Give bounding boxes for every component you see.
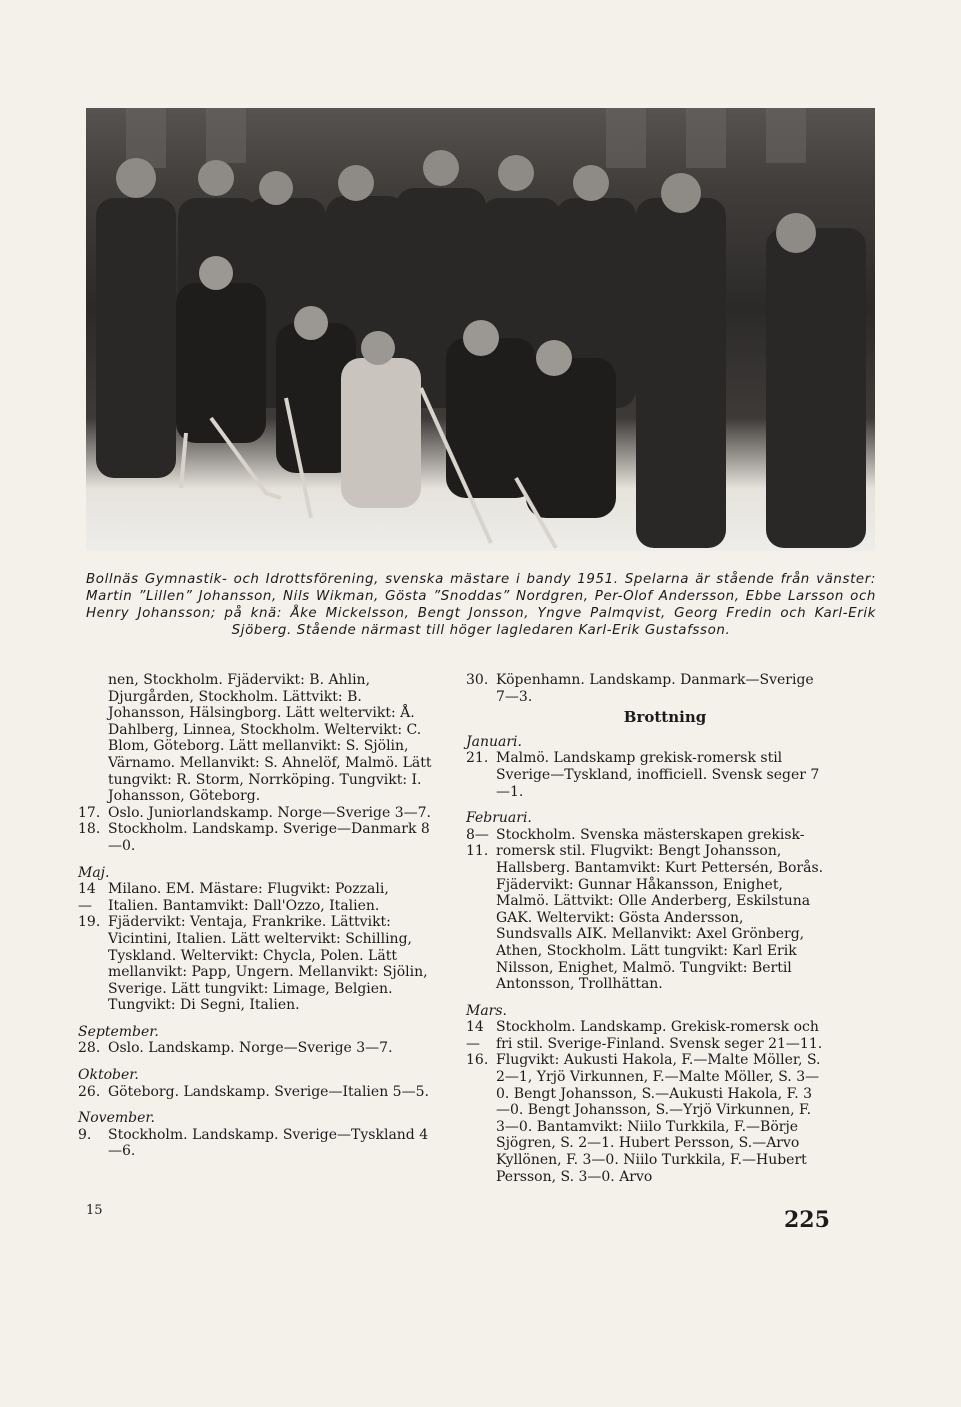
photo-caption: Bollnäs Gymnastik- och Idrottsförening, svenska mästare i bandy 1951. Spelarna är stående från vänster: Martin ”Lillen” Johansson, Nils Wikman, Gösta ”Snoddas” Nordgren, Per-Olof Andersson, Ebbe Larsson och Henry Johansson; på knä: Åke Mickelsson, Bengt Jonsson, Yngve Palmqvist, Georg Fredin och Karl-Erik Sjöberg. Stående närmast till höger lagledaren Karl-Erik Gustafsson. <box>86 572 876 638</box>
entry-text: Stockholm. Landskamp. Sverige—Danmark 8—0. <box>108 821 430 854</box>
team-photo-drawing <box>86 108 875 551</box>
left-column <box>78 672 440 1160</box>
sheet-number: 15 <box>86 1203 103 1218</box>
month-label: Februari. <box>466 810 532 827</box>
entry-text: Köpenhamn. Landskamp. Danmark—Sverige 7—3. <box>496 672 814 705</box>
entry-date: 30. <box>466 672 489 688</box>
results-entry <box>78 805 440 822</box>
results-entry <box>466 750 824 800</box>
month-label: November. <box>78 1110 155 1127</box>
entry-date: 26. <box>78 1083 101 1100</box>
entry-text: Stockholm. Landskamp. Grekisk-romersk och fri stil. Sverige-Finland. Svensk seger 21—11. Flugvikt: Aukusti Hakola, F.—Malte Möller, S. 2—1, Yrjö Virkunnen, F.—Malte Möller, S. 3—0. Bengt Johansson, S.—Aukusti Hakola, F. 3—0. Bengt Johansson, S.—Yrjö Virkunnen, F. 3—0. Bantamvikt: Niilo Turkkila, F.—Börje Sjögren, S. 2—1. Hubert Persson, S.—Arvo Kyllönen, F. 3—0. Niilo Turkkila, F.—Hubert Persson, S. 3—0. Arvo <box>496 1019 823 1185</box>
results-entry <box>78 1040 440 1057</box>
entry-date: 28. <box>78 1040 101 1057</box>
entry-text: Oslo. Landskamp. Norge—Sverige 3—7. <box>108 1040 393 1057</box>
results-entry <box>78 1084 440 1101</box>
month-label: Maj. <box>78 864 110 881</box>
results-entry <box>466 1019 824 1185</box>
month-label: Oktober. <box>78 1067 139 1084</box>
month-label: Januari. <box>466 733 522 750</box>
section-heading: Brottning <box>623 708 707 727</box>
entry-text: Malmö. Landskamp grekisk-romersk stil Sverige—Tyskland, inofficiell. Svensk seger 7—1. <box>496 750 820 800</box>
results-entry <box>78 1127 440 1160</box>
page-number: 225 <box>784 1207 830 1233</box>
right-column <box>466 672 824 1185</box>
entry-text: Stockholm. Landskamp. Sverige—Tyskland 4—6. <box>108 1126 429 1160</box>
entry-date: 14—16. <box>466 1019 489 1069</box>
entry-date: 14—19. <box>78 881 101 931</box>
results-entry <box>466 672 824 705</box>
continued-text: nen, Stockholm. Fjädervikt: B. Ahlin, Djurgården, Stockholm. Lättvikt: B. Johansson, Hälsingborg. Lätt weltervikt: Å. Dahlberg, Linnea, Stockholm. Weltervikt: C. Blom, Göteborg. Lätt mellanvikt: S. Sjölin, Värnamo. Mellanvikt: S. Ahnelöf, Malmö. Lätt tungvikt: R. Storm, Norrköping. Tungvikt: I. Johansson, Göteborg. <box>108 672 432 805</box>
entry-text: Milano. EM. Mästare: Flugvikt: Pozzali, Italien. Bantamvikt: Dall'Ozzo, Italien. Fjädervikt: Ventaja, Frankrike. Lättvikt: Vicintini, Italien. Lätt weltervikt: Schilling, Tyskland. Weltervikt: Chycla, Polen. Lätt mellanvikt: Papp, Ungern. Mellanvikt: Sjölin, Sverige. Lätt tungvikt: Limage, Belgien. Tungvikt: Di Segni, Italien. <box>108 881 428 1014</box>
entry-date: 9. <box>78 1126 92 1143</box>
entry-date: 18. <box>78 821 101 838</box>
entry-text: Oslo. Juniorlandskamp. Norge—Sverige 3—7. <box>108 804 431 821</box>
entry-date: 17. <box>78 804 101 821</box>
results-entry <box>78 881 440 1014</box>
month-label: September. <box>78 1023 159 1040</box>
entry-text: Stockholm. Svenska mästerskapen grekisk-romersk stil. Flugvikt: Bengt Johansson, Hallsberg. Bantamvikt: Kurt Pettersén, Borås. Fjädervikt: Gunnar Håkansson, Enighet, Malmö. Lättvikt: Olle Anderberg, Eskilstuna GAK. Weltervikt: Gösta Andersson, Sundsvalls AIK. Mellanvikt: Axel Grönberg, Athen, Stockholm. Lätt tungvikt: Karl Erik Nilsson, Enighet, Malmö. Tungvikt: Bertil Antonsson, Trollhättan. <box>496 826 824 993</box>
month-label: Mars. <box>466 1002 508 1019</box>
team-photo <box>86 108 875 551</box>
results-entry <box>78 821 440 854</box>
entry-date: 21. <box>466 750 489 767</box>
entry-date: 8—11. <box>466 826 489 860</box>
results-entry <box>466 827 824 993</box>
entry-text: Göteborg. Landskamp. Sverige—Italien 5—5. <box>108 1083 429 1100</box>
